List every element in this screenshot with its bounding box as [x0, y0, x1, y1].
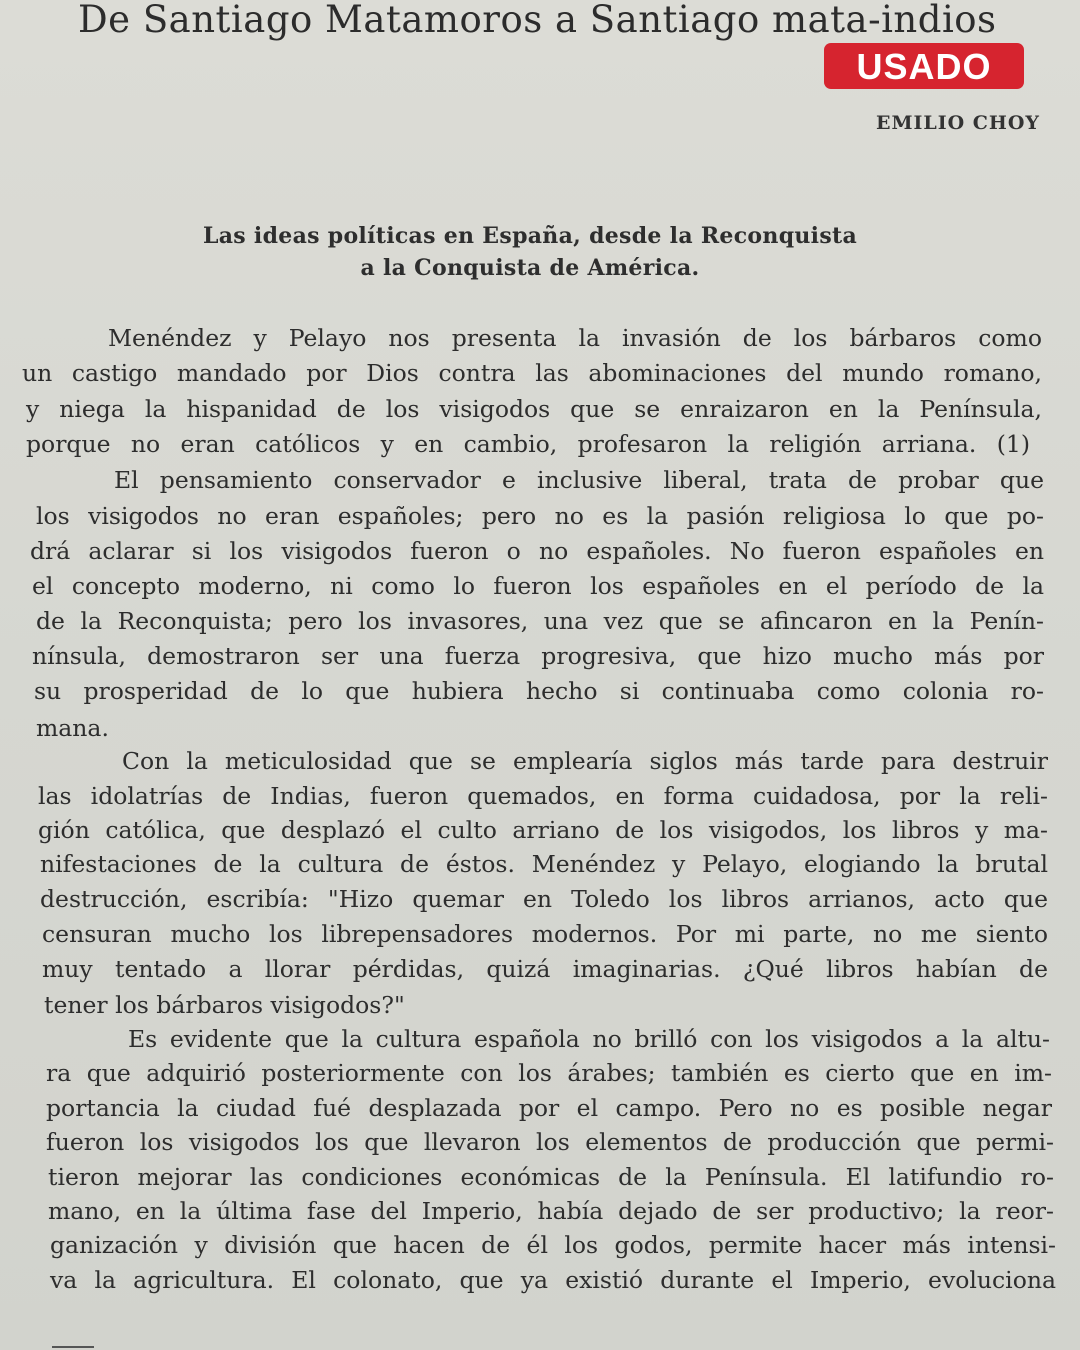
body-line: su prosperidad de lo que hubiera hecho si continuaba como colonia ro- — [34, 677, 1044, 705]
body-line: drá aclarar si los visigodos fueron o no españoles. No fueron españoles en — [30, 537, 1044, 565]
body-line: gión católica, que desplazó el culto arriano de los visigodos, los libros y ma- — [38, 816, 1048, 844]
body-line: muy tentado a llorar pérdidas, quizá imaginarias. ¿Qué libros habían de — [42, 955, 1048, 983]
body-line: tieron mejorar las condiciones económicas de la Península. El latifundio ro- — [48, 1163, 1054, 1191]
body-line: y niega la hispanidad de los visigodos que se enraizaron en la Península, — [26, 395, 1042, 423]
body-line: censuran mucho los librepensadores modernos. Por mi parte, no me siento — [42, 920, 1048, 948]
body-line: portancia la ciudad fué desplazada por el campo. Pero no es posible negar — [46, 1094, 1052, 1122]
body-line: va la agricultura. El colonato, que ya existió durante el Imperio, evoluciona — [50, 1266, 1056, 1294]
body-line: los visigodos no eran españoles; pero no es la pasión religiosa lo que po- — [36, 502, 1044, 530]
body-line: Con la meticulosidad que se emplearía siglos más tarde para destruir — [122, 747, 1048, 775]
author-name: EMILIO CHOY — [875, 112, 1040, 134]
body-line: ganización y división que hacen de él los godos, permite hacer más intensi- — [50, 1231, 1056, 1259]
body-line: mana. — [36, 714, 109, 742]
used-badge: USADO — [824, 43, 1024, 89]
body-line: mano, en la última fase del Imperio, había dejado de ser productivo; la reor- — [48, 1197, 1054, 1225]
body-line: porque no eran católicos y en cambio, profesaron la religión arriana. (1) — [26, 430, 1030, 458]
footnote-rule — [52, 1346, 94, 1348]
body-line: tener los bárbaros visigodos?" — [44, 991, 405, 1019]
body-line: el concepto moderno, ni como lo fueron los españoles en el período de la — [32, 572, 1044, 600]
body-line: de la Reconquista; pero los invasores, una vez que se afincaron en la Penín- — [36, 607, 1044, 635]
body-line: las idolatrías de Indias, fueron quemados, en forma cuidadosa, por la reli- — [38, 782, 1048, 810]
body-line: fueron los visigodos los que llevaron los elementos de producción que permi- — [46, 1128, 1054, 1156]
body-line: nínsula, demostraron ser una fuerza progresiva, que hizo mucho más por — [32, 642, 1044, 670]
body-line: Menéndez y Pelayo nos presenta la invasión de los bárbaros como — [108, 324, 1042, 352]
body-line: Es evidente que la cultura española no brilló con los visigodos a la altu- — [128, 1025, 1050, 1053]
body-line: destrucción, escribía: "Hizo quemar en Toledo los libros arrianos, acto que — [40, 885, 1048, 913]
body-line: El pensamiento conservador e inclusive liberal, trata de probar que — [114, 466, 1044, 494]
body-line: un castigo mandado por Dios contra las abominaciones del mundo romano, — [22, 359, 1042, 387]
body-line: ra que adquirió posteriormente con los árabes; también es cierto que en im- — [46, 1059, 1052, 1087]
section-heading-line-2: a la Conquista de América. — [360, 255, 700, 281]
section-heading-line-1: Las ideas políticas en España, desde la Reconquista — [202, 223, 858, 249]
article-title: De Santiago Matamoros a Santiago mata-indios — [78, 0, 997, 41]
body-line: nifestaciones de la cultura de éstos. Menéndez y Pelayo, elogiando la brutal — [40, 850, 1048, 878]
